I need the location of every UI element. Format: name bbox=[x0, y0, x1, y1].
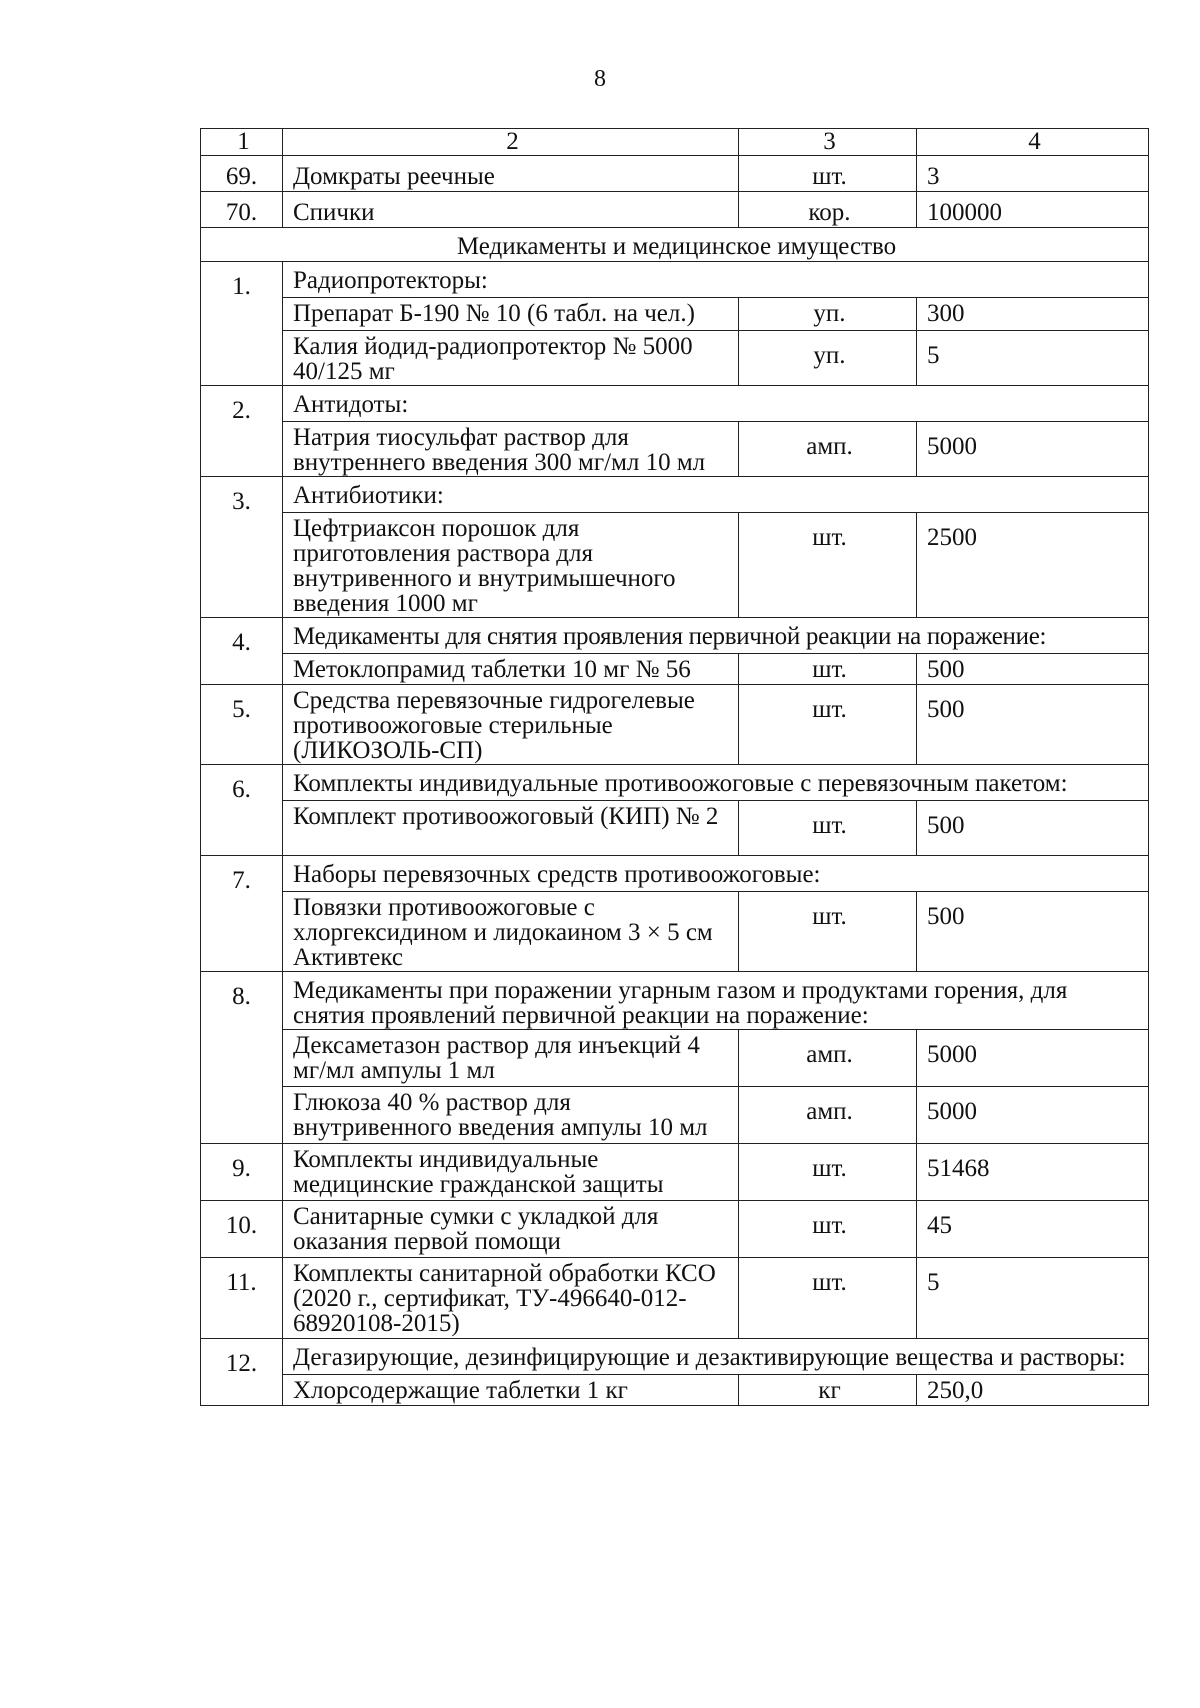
item-quantity: 5000 bbox=[917, 1030, 1149, 1087]
item-name: Калия йодид-радиопротектор № 5000 40/125 мг bbox=[283, 331, 739, 386]
group-title: Медикаменты для снятия проявления первичной реакции на поражение: bbox=[283, 618, 1149, 654]
item-unit: шт. bbox=[739, 513, 917, 618]
group-title-row bbox=[201, 1339, 1149, 1375]
table-row bbox=[201, 192, 1149, 228]
group-title: Антибиотики: bbox=[283, 477, 1149, 513]
item-quantity: 300 bbox=[917, 298, 1149, 331]
item-name: Повязки противоожоговые с хлоргексидином и лидокаином 3 × 5 см Активтекс bbox=[283, 892, 739, 972]
table-row bbox=[201, 1201, 1149, 1258]
table-row bbox=[201, 422, 1149, 477]
row-number: 3. bbox=[201, 477, 283, 618]
item-quantity: 500 bbox=[917, 892, 1149, 972]
row-number: 8. bbox=[201, 972, 283, 1144]
item-unit: уп. bbox=[739, 331, 917, 386]
group-title: Радиопротекторы: bbox=[283, 262, 1149, 298]
row-number: 70. bbox=[201, 192, 283, 228]
item-name: Дексаметазон раствор для инъекций 4 мг/мл ампулы 1 мл bbox=[283, 1030, 739, 1087]
item-name: Домкраты реечные bbox=[283, 156, 739, 192]
row-number: 69. bbox=[201, 156, 283, 192]
item-unit: амп. bbox=[739, 422, 917, 477]
item-unit: амп. bbox=[739, 1087, 917, 1144]
item-unit: кор. bbox=[739, 192, 917, 228]
table-row bbox=[201, 1030, 1149, 1087]
row-number: 4. bbox=[201, 618, 283, 685]
item-quantity: 5 bbox=[917, 1258, 1149, 1339]
item-name: Средства перевязочные гидрогелевые противоожоговые стерильные (ЛИКОЗОЛЬ-СП) bbox=[283, 685, 739, 765]
item-unit: уп. bbox=[739, 298, 917, 331]
table-row bbox=[201, 331, 1149, 386]
column-header: 2 bbox=[283, 129, 739, 156]
table-row bbox=[201, 801, 1149, 856]
page-number: 8 bbox=[594, 66, 606, 92]
row-number: 1. bbox=[201, 262, 283, 386]
row-number: 6. bbox=[201, 765, 283, 856]
group-title: Дегазирующие, дезинфицирующие и дезактивирующие вещества и растворы: bbox=[283, 1339, 1149, 1375]
item-quantity: 5 bbox=[917, 331, 1149, 386]
group-title-row bbox=[201, 386, 1149, 422]
item-unit: шт. bbox=[739, 892, 917, 972]
item-quantity: 250,0 bbox=[917, 1375, 1149, 1406]
row-number: 11. bbox=[201, 1258, 283, 1339]
item-quantity: 51468 bbox=[917, 1144, 1149, 1201]
group-title-row bbox=[201, 972, 1149, 1030]
row-number: 5. bbox=[201, 685, 283, 765]
group-title: Наборы перевязочных средств противоожоговые: bbox=[283, 856, 1149, 892]
item-quantity: 45 bbox=[917, 1201, 1149, 1258]
item-unit: шт. bbox=[739, 801, 917, 856]
item-name: Санитарные сумки с укладкой для оказания первой помощи bbox=[283, 1201, 739, 1258]
item-unit: шт. bbox=[739, 685, 917, 765]
item-quantity: 5000 bbox=[917, 422, 1149, 477]
item-name: Глюкоза 40 % раствор для внутривенного введения ампулы 10 мл bbox=[283, 1087, 739, 1144]
item-name: Натрия тиосульфат раствор для внутреннего введения 300 мг/мл 10 мл bbox=[283, 422, 739, 477]
row-number: 2. bbox=[201, 386, 283, 477]
item-quantity: 500 bbox=[917, 801, 1149, 856]
supplies-table bbox=[200, 128, 1149, 1406]
group-title-row bbox=[201, 618, 1149, 654]
item-quantity: 500 bbox=[917, 654, 1149, 685]
item-name: Метоклопрамид таблетки 10 мг № 56 bbox=[283, 654, 739, 685]
row-number: 9. bbox=[201, 1144, 283, 1201]
table-row bbox=[201, 654, 1149, 685]
group-title-row bbox=[201, 765, 1149, 801]
item-unit: шт. bbox=[739, 1258, 917, 1339]
row-number: 10. bbox=[201, 1201, 283, 1258]
item-unit: шт. bbox=[739, 1144, 917, 1201]
table-row bbox=[201, 892, 1149, 972]
item-unit: кг bbox=[739, 1375, 917, 1406]
table-row bbox=[201, 685, 1149, 765]
table-header-row bbox=[201, 129, 1149, 156]
table-row bbox=[201, 1144, 1149, 1201]
item-quantity: 3 bbox=[917, 156, 1149, 192]
item-quantity: 500 bbox=[917, 685, 1149, 765]
table-row bbox=[201, 1258, 1149, 1339]
item-unit: шт. bbox=[739, 1201, 917, 1258]
item-name: Спички bbox=[283, 192, 739, 228]
item-unit: шт. bbox=[739, 156, 917, 192]
row-number: 7. bbox=[201, 856, 283, 972]
item-unit: шт. bbox=[739, 654, 917, 685]
item-name: Цефтриаксон порошок для приготовления раствора для внутривенного и внутримышечного введения 1000 мг bbox=[283, 513, 739, 618]
group-title: Комплекты индивидуальные противоожоговые с перевязочным пакетом: bbox=[283, 765, 1149, 801]
section-heading: Медикаменты и медицинское имущество bbox=[201, 228, 1149, 262]
group-title-row bbox=[201, 856, 1149, 892]
table-row bbox=[201, 1375, 1149, 1406]
table-row bbox=[201, 156, 1149, 192]
group-title-row bbox=[201, 262, 1149, 298]
column-header: 4 bbox=[917, 129, 1149, 156]
item-unit: амп. bbox=[739, 1030, 917, 1087]
table-row bbox=[201, 1087, 1149, 1144]
item-name: Комплекты индивидуальные медицинские гражданской защиты bbox=[283, 1144, 739, 1201]
column-header: 1 bbox=[201, 129, 283, 156]
item-quantity: 5000 bbox=[917, 1087, 1149, 1144]
item-quantity: 100000 bbox=[917, 192, 1149, 228]
group-title: Медикаменты при поражении угарным газом и продуктами горения, для снятия проявлений первичной реакции на поражение: bbox=[283, 972, 1149, 1030]
item-name: Комплект противоожоговый (КИП) № 2 bbox=[283, 801, 739, 856]
section-heading-row bbox=[201, 228, 1149, 262]
item-name: Хлорсодержащие таблетки 1 кг bbox=[283, 1375, 739, 1406]
group-title: Антидоты: bbox=[283, 386, 1149, 422]
table-row bbox=[201, 298, 1149, 331]
group-title-row bbox=[201, 477, 1149, 513]
item-name: Комплекты санитарной обработки КСО (2020 г., сертификат, ТУ-496640-012-68920108-2015) bbox=[283, 1258, 739, 1339]
item-name: Препарат Б-190 № 10 (6 табл. на чел.) bbox=[283, 298, 739, 331]
item-quantity: 2500 bbox=[917, 513, 1149, 618]
table-row bbox=[201, 513, 1149, 618]
column-header: 3 bbox=[739, 129, 917, 156]
row-number: 12. bbox=[201, 1339, 283, 1406]
